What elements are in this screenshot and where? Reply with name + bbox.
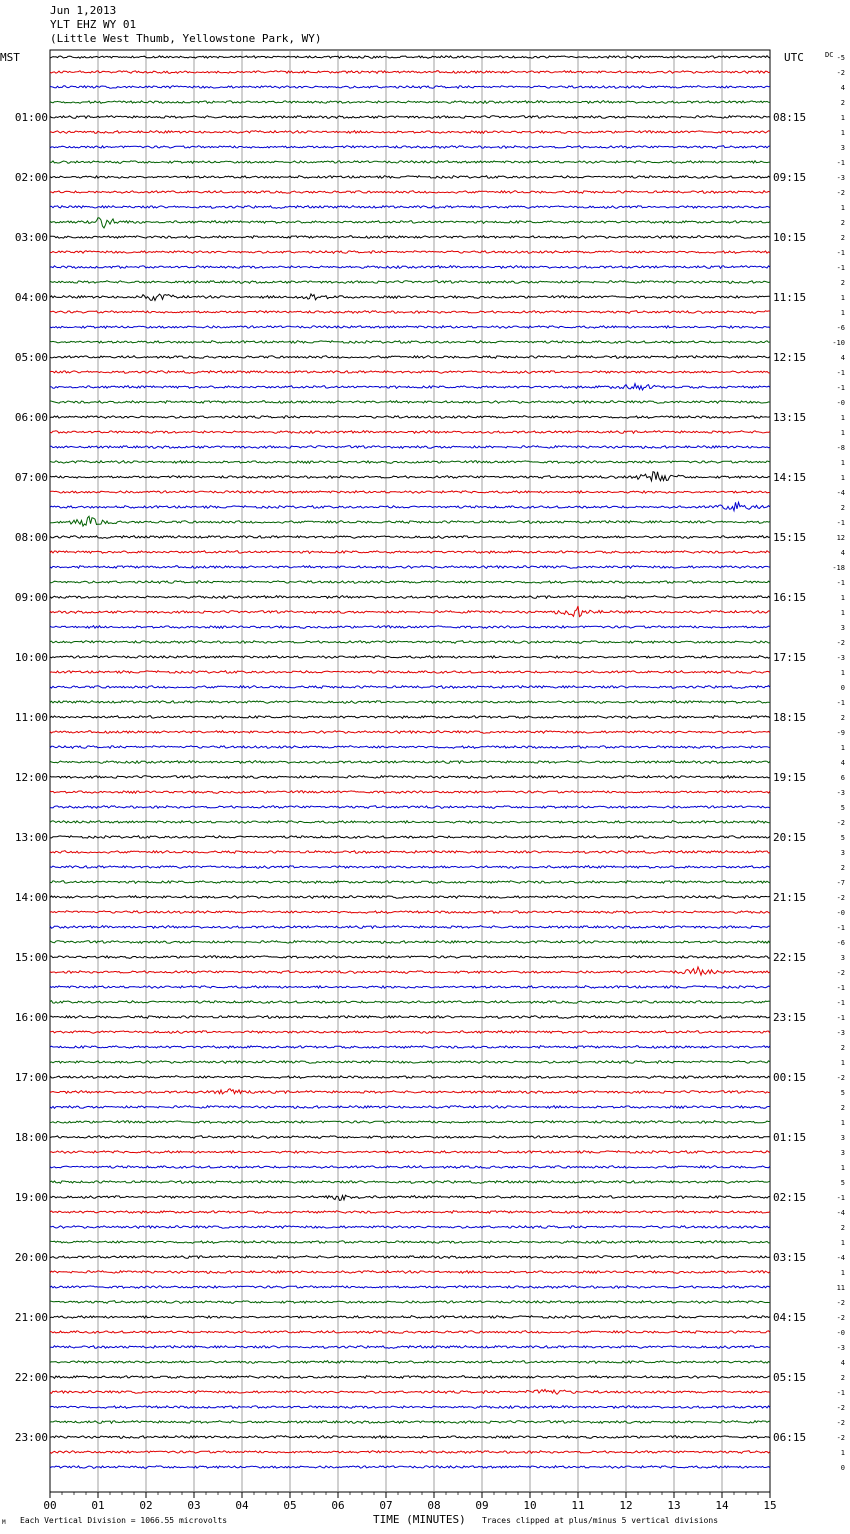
trace-row-79 [50, 1241, 770, 1244]
trace-row-58 [50, 926, 770, 929]
mst-hour-label: 11:00 [14, 711, 48, 724]
dc-offset-label: 2 [840, 714, 845, 722]
trace-row-31 [50, 516, 770, 526]
x-tick-label: 04 [235, 1499, 249, 1512]
dc-offset-label: 1 [840, 1164, 845, 1172]
dc-offset-label: 3 [840, 849, 845, 857]
trace-row-27 [50, 461, 770, 464]
trace-row-62 [50, 986, 770, 989]
clipping-note: Traces clipped at plus/minus 5 vertical divisions [482, 1516, 719, 1525]
trace-row-52 [50, 836, 770, 839]
trace-row-66 [50, 1046, 770, 1049]
x-tick-label: 06 [331, 1499, 345, 1512]
trace-row-50 [50, 806, 770, 809]
trace-row-92 [50, 1436, 770, 1439]
trace-row-0 [50, 56, 770, 59]
dc-offset-label: -6 [836, 324, 845, 332]
trace-row-30 [50, 502, 770, 510]
mst-hour-label: 14:00 [14, 891, 48, 904]
mst-hour-label: 09:00 [14, 591, 48, 604]
dc-offset-label: 3 [840, 144, 845, 152]
trace-row-82 [50, 1286, 770, 1289]
dc-offset-label: -10 [832, 339, 845, 347]
utc-hour-label: 03:15 [773, 1251, 807, 1264]
dc-offset-label: 6 [840, 774, 845, 782]
mst-hour-label: 20:00 [14, 1251, 48, 1264]
dc-offset-label: 2 [840, 1374, 845, 1382]
utc-hour-label: 18:15 [773, 711, 807, 724]
utc-hour-label: 17:15 [773, 651, 807, 664]
dc-offset-label: -2 [836, 969, 845, 977]
dc-offset-label: -0 [836, 909, 845, 917]
trace-row-73 [50, 1151, 770, 1154]
dc-offset-label: 3 [840, 1149, 845, 1157]
dc-offset-label: 1 [840, 294, 845, 302]
dc-offset-label: 2 [840, 1224, 845, 1232]
utc-hour-label: 20:15 [773, 831, 807, 844]
dc-offset-label: 1 [840, 414, 845, 422]
trace-row-78 [50, 1226, 770, 1229]
trace-row-60 [50, 956, 770, 959]
trace-row-74 [50, 1166, 770, 1169]
mst-axis-label: MST [0, 51, 20, 64]
dc-offset-label: 1 [840, 309, 845, 317]
dc-offset-label: -4 [836, 1209, 845, 1217]
trace-row-89 [50, 1389, 770, 1394]
utc-hour-label: 14:15 [773, 471, 807, 484]
trace-row-36 [50, 596, 770, 599]
mst-hour-label: 12:00 [14, 771, 48, 784]
trace-row-91 [50, 1421, 770, 1424]
mst-hour-label: 04:00 [14, 291, 48, 304]
dc-offset-label: -6 [836, 939, 845, 947]
trace-row-22 [50, 384, 770, 390]
dc-offset-label: 2 [840, 1044, 845, 1052]
trace-row-93 [50, 1451, 770, 1454]
x-tick-label: 03 [187, 1499, 201, 1512]
dc-offset-label: -3 [836, 1029, 845, 1037]
dc-offset-label: 1 [840, 114, 845, 122]
dc-offset-label: 1 [840, 1449, 845, 1457]
trace-row-48 [50, 776, 770, 779]
utc-hour-label: 22:15 [773, 951, 807, 964]
trace-row-18 [50, 326, 770, 329]
utc-hour-label: 16:15 [773, 591, 807, 604]
dc-offset-label: 4 [840, 354, 845, 362]
trace-row-2 [50, 86, 770, 89]
trace-row-63 [50, 1001, 770, 1004]
dc-offset-label: -2 [836, 1404, 845, 1412]
trace-row-14 [50, 266, 770, 269]
dc-offset-label: 4 [840, 549, 845, 557]
trace-row-61 [50, 967, 770, 975]
dc-offset-label: -2 [836, 1299, 845, 1307]
trace-row-44 [50, 716, 770, 719]
x-tick-label: 00 [43, 1499, 57, 1512]
dc-offset-label: 3 [840, 954, 845, 962]
trace-row-39 [50, 641, 770, 644]
dc-offset-label: -1 [836, 369, 845, 377]
trace-row-33 [50, 551, 770, 554]
dc-offset-label: -0 [836, 1329, 845, 1337]
trace-row-3 [50, 101, 770, 104]
dc-offset-label: 4 [840, 759, 845, 767]
mst-hour-label: 17:00 [14, 1071, 48, 1084]
dc-offset-label: -1 [836, 264, 845, 272]
trace-row-29 [50, 491, 770, 494]
trace-row-10 [50, 206, 770, 209]
trace-row-86 [50, 1346, 770, 1349]
utc-hour-label: 21:15 [773, 891, 807, 904]
trace-row-13 [50, 251, 770, 254]
dc-offset-label: 1 [840, 744, 845, 752]
dc-offset-label: -3 [836, 654, 845, 662]
dc-offset-label: -18 [832, 564, 845, 572]
trace-row-83 [50, 1301, 770, 1304]
trace-row-12 [50, 236, 770, 239]
mst-hour-label: 05:00 [14, 351, 48, 364]
x-tick-label: 02 [139, 1499, 153, 1512]
trace-row-7 [50, 161, 770, 164]
mst-hour-label: 08:00 [14, 531, 48, 544]
trace-row-43 [50, 701, 770, 704]
utc-hour-label: 11:15 [773, 291, 807, 304]
trace-row-45 [50, 731, 770, 734]
dc-offset-label: -9 [836, 729, 845, 737]
trace-row-67 [50, 1061, 770, 1064]
trace-row-28 [50, 472, 770, 481]
mst-hour-label: 07:00 [14, 471, 48, 484]
dc-offset-label: 5 [840, 1089, 845, 1097]
dc-offset-label: -1 [836, 249, 845, 257]
trace-row-81 [50, 1271, 770, 1274]
dc-offset-label: -0 [836, 399, 845, 407]
trace-row-84 [50, 1316, 770, 1319]
utc-hour-label: 06:15 [773, 1431, 807, 1444]
dc-offset-label: 1 [840, 129, 845, 137]
dc-offset-label: -5 [836, 54, 845, 62]
utc-axis-label: UTC [784, 51, 804, 64]
utc-hour-label: 04:15 [773, 1311, 807, 1324]
x-tick-label: 13 [667, 1499, 681, 1512]
trace-row-68 [50, 1076, 770, 1079]
dc-offset-label: -1 [836, 999, 845, 1007]
dc-offset-label: 2 [840, 1104, 845, 1112]
dc-offset-label: -2 [836, 69, 845, 77]
trace-row-94 [50, 1466, 770, 1469]
trace-row-37 [50, 606, 770, 617]
dc-offset-label: -2 [836, 1074, 845, 1082]
trace-row-47 [50, 761, 770, 764]
plot-frame [50, 50, 770, 1492]
dc-offset-label: 2 [840, 504, 845, 512]
dc-offset-label: 1 [840, 1269, 845, 1277]
trace-row-87 [50, 1361, 770, 1364]
mst-hour-label: 23:00 [14, 1431, 48, 1444]
trace-row-35 [50, 581, 770, 584]
utc-hour-label: 00:15 [773, 1071, 807, 1084]
dc-offset-label: -3 [836, 1344, 845, 1352]
utc-hour-label: 12:15 [773, 351, 807, 364]
dc-header-label: DC [825, 51, 834, 59]
trace-row-6 [50, 146, 770, 149]
dc-offset-label: -3 [836, 789, 845, 797]
trace-row-21 [50, 371, 770, 374]
dc-offset-label: 1 [840, 204, 845, 212]
trace-row-34 [50, 566, 770, 569]
dc-offset-label: 0 [840, 684, 845, 692]
dc-offset-label: -2 [836, 894, 845, 902]
dc-offset-label: -1 [836, 1194, 845, 1202]
trace-row-32 [50, 536, 770, 539]
trace-row-24 [50, 416, 770, 419]
utc-hour-label: 10:15 [773, 231, 807, 244]
trace-row-16 [50, 294, 770, 301]
dc-offset-label: -1 [836, 519, 845, 527]
x-tick-label: 15 [763, 1499, 777, 1512]
trace-row-56 [50, 896, 770, 899]
trace-row-51 [50, 821, 770, 824]
dc-offset-label: -1 [836, 384, 845, 392]
mst-hour-label: 02:00 [14, 171, 48, 184]
trace-row-80 [50, 1256, 770, 1259]
dc-offset-label: -1 [836, 579, 845, 587]
mst-hour-label: 19:00 [14, 1191, 48, 1204]
dc-offset-label: -2 [836, 1434, 845, 1442]
trace-row-25 [50, 431, 770, 434]
dc-offset-label: -1 [836, 984, 845, 992]
dc-offset-label: -1 [836, 159, 845, 167]
trace-row-57 [50, 911, 770, 914]
x-tick-label: 12 [619, 1499, 633, 1512]
dc-offset-label: 1 [840, 609, 845, 617]
mst-hour-label: 16:00 [14, 1011, 48, 1024]
dc-offset-label: 1 [840, 1239, 845, 1247]
dc-offset-label: 12 [836, 534, 845, 542]
trace-row-88 [50, 1376, 770, 1379]
dc-offset-label: 2 [840, 864, 845, 872]
trace-row-8 [50, 176, 770, 179]
dc-offset-label: -2 [836, 819, 845, 827]
dc-offset-label: 0 [840, 1464, 845, 1472]
dc-offset-label: 1 [840, 594, 845, 602]
dc-offset-label: 1 [840, 1119, 845, 1127]
mst-hour-label: 21:00 [14, 1311, 48, 1324]
footer-mark: M [2, 1519, 6, 1526]
trace-row-42 [50, 686, 770, 689]
mst-hour-label: 03:00 [14, 231, 48, 244]
trace-row-64 [50, 1016, 770, 1019]
x-tick-label: 07 [379, 1499, 393, 1512]
dc-offset-label: 1 [840, 1059, 845, 1067]
trace-row-49 [50, 791, 770, 794]
trace-row-46 [50, 746, 770, 749]
x-tick-label: 14 [715, 1499, 729, 1512]
trace-row-40 [50, 656, 770, 659]
dc-offset-label: -2 [836, 1419, 845, 1427]
trace-row-54 [50, 866, 770, 869]
trace-row-59 [50, 941, 770, 944]
trace-row-9 [50, 191, 770, 194]
dc-offset-label: 1 [840, 669, 845, 677]
dc-offset-label: 2 [840, 219, 845, 227]
mst-hour-label: 18:00 [14, 1131, 48, 1144]
utc-hour-label: 19:15 [773, 771, 807, 784]
trace-row-90 [50, 1406, 770, 1409]
dc-offset-label: -3 [836, 174, 845, 182]
dc-offset-label: 2 [840, 279, 845, 287]
dc-offset-label: 3 [840, 624, 845, 632]
dc-offset-label: -2 [836, 189, 845, 197]
dc-offset-label: -1 [836, 699, 845, 707]
mst-hour-label: 06:00 [14, 411, 48, 424]
trace-row-53 [50, 851, 770, 854]
x-tick-label: 11 [571, 1499, 585, 1512]
dc-offset-label: -8 [836, 444, 845, 452]
dc-offset-label: -4 [836, 1254, 845, 1262]
trace-row-20 [50, 356, 770, 359]
trace-row-65 [50, 1031, 770, 1034]
x-tick-label: 01 [91, 1499, 105, 1512]
trace-row-19 [50, 341, 770, 344]
mst-hour-label: 01:00 [14, 111, 48, 124]
dc-offset-label: 5 [840, 804, 845, 812]
dc-offset-label: -4 [836, 489, 845, 497]
trace-row-55 [50, 881, 770, 884]
trace-row-15 [50, 281, 770, 284]
dc-offset-label: 4 [840, 84, 845, 92]
trace-row-70 [50, 1106, 770, 1109]
trace-row-41 [50, 671, 770, 674]
trace-row-71 [50, 1121, 770, 1124]
utc-hour-label: 02:15 [773, 1191, 807, 1204]
mst-hour-label: 15:00 [14, 951, 48, 964]
trace-row-76 [50, 1195, 770, 1200]
dc-offset-label: 2 [840, 99, 845, 107]
dc-offset-label: 1 [840, 459, 845, 467]
dc-offset-label: -1 [836, 1389, 845, 1397]
plot-date: Jun 1,2013 [50, 4, 117, 17]
utc-hour-label: 01:15 [773, 1131, 807, 1144]
dc-offset-label: -7 [836, 879, 845, 887]
trace-row-72 [50, 1136, 770, 1139]
trace-row-77 [50, 1211, 770, 1214]
x-tick-label: 09 [475, 1499, 489, 1512]
utc-hour-label: 23:15 [773, 1011, 807, 1024]
dc-offset-label: -1 [836, 1014, 845, 1022]
dc-offset-label: 1 [840, 429, 845, 437]
utc-hour-label: 08:15 [773, 111, 807, 124]
dc-offset-label: -2 [836, 639, 845, 647]
station-location: (Little West Thumb, Yellowstone Park, WY) [50, 32, 322, 45]
trace-row-38 [50, 626, 770, 629]
dc-offset-label: 4 [840, 1359, 845, 1367]
x-tick-label: 10 [523, 1499, 537, 1512]
utc-hour-label: 09:15 [773, 171, 807, 184]
utc-hour-label: 05:15 [773, 1371, 807, 1384]
trace-row-23 [50, 401, 770, 404]
vertical-division-note: Each Vertical Division = 1066.55 microvolts [20, 1516, 228, 1525]
station-code: YLT EHZ WY 01 [50, 18, 137, 31]
x-tick-label: 08 [427, 1499, 441, 1512]
trace-row-17 [50, 311, 770, 314]
trace-row-85 [50, 1331, 770, 1334]
trace-row-75 [50, 1181, 770, 1184]
dc-offset-label: 1 [840, 474, 845, 482]
trace-row-69 [50, 1089, 770, 1094]
x-tick-label: 05 [283, 1499, 297, 1512]
dc-offset-label: 2 [840, 234, 845, 242]
mst-hour-label: 22:00 [14, 1371, 48, 1384]
dc-offset-label: 5 [840, 1179, 845, 1187]
trace-row-1 [50, 71, 770, 74]
trace-row-4 [50, 116, 770, 119]
mst-hour-label: 10:00 [14, 651, 48, 664]
utc-hour-label: 15:15 [773, 531, 807, 544]
dc-offset-label: -2 [836, 1314, 845, 1322]
mst-hour-label: 13:00 [14, 831, 48, 844]
utc-hour-label: 13:15 [773, 411, 807, 424]
dc-offset-label: 11 [836, 1284, 845, 1292]
dc-offset-label: -1 [836, 924, 845, 932]
x-axis-title: TIME (MINUTES) [373, 1513, 466, 1526]
dc-offset-label: 3 [840, 1134, 845, 1142]
dc-offset-label: 5 [840, 834, 845, 842]
trace-row-26 [50, 446, 770, 449]
trace-row-11 [50, 218, 770, 228]
trace-row-5 [50, 131, 770, 134]
